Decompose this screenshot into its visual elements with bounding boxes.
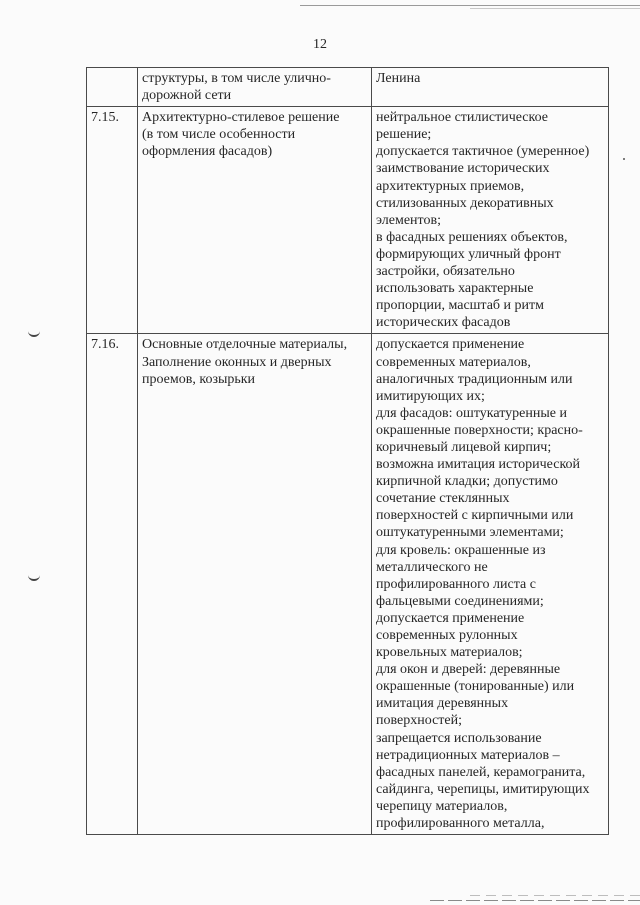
requirement-line: профилированного металла, <box>376 816 545 832</box>
requirement-line: архитектурных приемов, <box>376 178 525 194</box>
requirement-line: использовать характерные <box>376 281 534 297</box>
requirement-line: фасадных панелей, керамогранита, <box>376 764 586 780</box>
requirement-line: окрашенные (тонированные) или <box>376 679 575 695</box>
item-number-cell: 7.15. <box>87 107 138 334</box>
scan-speck <box>623 158 625 160</box>
requirement-line: застройки, обязательно <box>376 264 515 280</box>
requirement-line: решение; <box>376 127 432 143</box>
binder-hole-mark <box>28 572 40 581</box>
requirement-line: для кровель: окрашенные из <box>376 542 546 558</box>
parameter-name-cell <box>138 68 372 107</box>
requirement-line: имитация деревянных <box>376 696 509 712</box>
requirement-line: возможна имитация исторической <box>376 457 581 473</box>
requirement-line: допускается применение <box>376 337 525 353</box>
requirement-line: черепицу материалов, <box>376 798 508 814</box>
page-number: 12 <box>313 37 327 52</box>
table-row <box>87 107 609 334</box>
requirement-cell <box>372 68 609 107</box>
parameter-name-line: структуры, в том числе улично- <box>142 71 331 86</box>
requirement-line: оштукатуренными элементами; <box>376 525 564 541</box>
requirement-line: сочетание стеклянных <box>376 491 510 507</box>
requirement-line: окрашенные поверхности; красно- <box>376 422 583 438</box>
requirement-line: допускается применение <box>376 610 525 626</box>
requirement-line: современных материалов, <box>376 354 531 370</box>
requirement-line: пропорции, масштаб и ритм <box>376 298 545 314</box>
requirement-line: запрещается использование <box>376 730 542 746</box>
requirement-line: в фасадных решениях объектов, <box>376 229 568 245</box>
requirement-line: коричневый лицевой кирпич; <box>376 439 552 455</box>
requirement-line: фальцевыми соединениями; <box>376 593 544 609</box>
requirement-line: имитирующих их; <box>376 388 485 404</box>
parameter-name-cell <box>138 334 372 835</box>
requirement-line: кирпичной кладки; допустимо <box>376 474 558 490</box>
requirement-line: нейтральное стилистическое <box>376 110 548 126</box>
requirement-line: аналогичных традиционным или <box>376 371 573 387</box>
requirement-line: заимствование исторических <box>376 161 550 177</box>
item-number-cell <box>87 68 138 107</box>
scan-edge-line <box>470 8 640 9</box>
requirements-table <box>86 67 609 835</box>
table-row <box>87 334 609 835</box>
parameter-name-cell <box>138 107 372 334</box>
item-number-cell: 7.16. <box>87 334 138 835</box>
parameter-name-line: дорожной сети <box>142 88 232 104</box>
requirement-line: элементов; <box>376 212 441 228</box>
requirement-line: поверхностей; <box>376 713 463 729</box>
requirement-line: формирующих уличный фронт <box>376 246 561 262</box>
requirement-cell <box>372 107 609 334</box>
scan-edge-line <box>300 5 640 6</box>
table-body <box>87 68 609 835</box>
requirement-line: стилизованных декоративных <box>376 195 554 211</box>
requirement-line: поверхностей с кирпичными или <box>376 508 574 524</box>
requirement-line: для окон и дверей: деревянные <box>376 662 561 678</box>
requirement-line: Ленина <box>376 71 421 86</box>
requirement-line: допускается тактичное (умеренное) <box>376 144 590 160</box>
table-row <box>87 68 609 107</box>
parameter-name-line: Архитектурно-стилевое решение <box>142 110 340 126</box>
requirement-line: сайдинга, черепицы, имитирующих <box>376 781 590 797</box>
parameter-name-line: Основные отделочные материалы, <box>142 337 348 353</box>
requirement-line: кровельных материалов; <box>376 645 523 661</box>
requirement-line: нетрадиционных материалов – <box>376 747 560 763</box>
requirement-line: металлического не <box>376 559 488 575</box>
requirement-line: для фасадов: оштукатуренные и <box>376 405 567 421</box>
parameter-name-line: оформления фасадов) <box>142 144 273 160</box>
parameter-name-line: проемов, козырьки <box>142 371 256 387</box>
parameter-name-line: Заполнение оконных и дверных <box>142 354 332 370</box>
requirement-line: исторических фасадов <box>376 315 511 331</box>
scan-edge-line <box>470 895 640 896</box>
requirement-cell <box>372 334 609 835</box>
requirement-line: профилированного листа с <box>376 576 536 592</box>
binder-hole-mark <box>28 328 40 337</box>
parameter-name-line: (в том числе особенности <box>142 127 296 143</box>
scan-edge-line <box>430 900 640 901</box>
requirement-line: современных рулонных <box>376 628 518 643</box>
